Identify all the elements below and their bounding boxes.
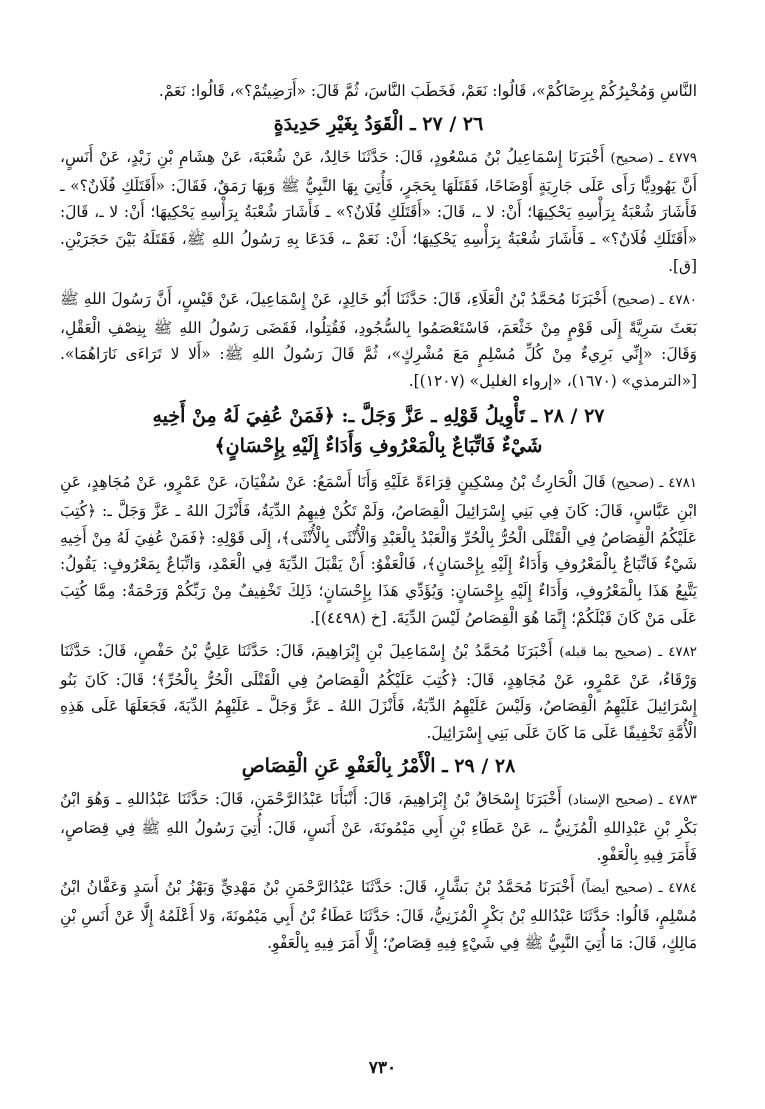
hadith-text: قَالَ الْحَارِثُ بْنُ مِسْكِينٍ قِرَاءَةً عَلَيْهِ وَأَنَا أَسْمَعُ: عَنْ سُفْيَانَ، عَنْ عَمْرٍو، عَنْ مُجَاهِدٍ، عَنِ ابْنِ عَبَّاسٍ، قَالَ: كَانَ فِي بَنِي إِسْرَائِيلَ الْقِصَاصُ، وَلَمْ تَكُنْ فِيهِمُ الدِّيَةُ، فَأَنْزَلَ اللهُ ـ عَزَّ وَجَلَّ ـ: ﴿كُتِبَ عَلَيْكُمُ الْقِصَاصُ فِي الْقَتْلَى الْحُرُّ بِالْحُرِّ وَالْعَبْدُ بِالْعَبْدِ وَالْأُنْثَى بِالْأُنْثَى﴾، إِلَى قَوْلِهِ: ﴿فَمَنْ عُفِيَ لَهُ مِنْ أَخِيهِ شَيْءٌ فَاتِّبَاعٌ بِالْمَعْرُوفِ وَأَدَاءٌ إِلَيْهِ بِإِحْسَانٍ﴾، فَالْعَفْوُ: أَنْ يَقْبَلَ الدِّيَةَ فِي الْعَمْدِ، وَاتِّبَاعٌ بِمَعْرُوفٍ: يَقُولُ: يَتَّبِعُ هَذَا بِالْمَعْرُوفِ، وَأَدَاءٌ إِلَيْهِ بِإِحْسَانٍ: وَيُؤَدِّي هَذَا بِإِحْسَانٍ؛ ذَلِكَ تَخْفِيفٌ مِنْ رَبِّكُمْ وَرَحْمَةٌ: مِمَّا كُتِبَ عَلَى مَنْ كَانَ قَبْلَكُمْ؛ إِنَّمَا هُوَ الْقِصَاصُ لَيْسَ الدِّيَةَ. [خ (٤٤٩٨)].	[60, 472, 697, 627]
hadith-text: أَخْبَرَنَا إِسْحَاقُ بْنُ إِبْرَاهِيمَ، قَالَ: أَنْبَأَنَا عَبْدُالرَّحْمَنِ، قَالَ: حَدَّثَنَا عَبْدُاللهِ ـ وَهُوَ ابْنُ بَكْرِ بْنِ عَبْدِاللهِ الْمُزَنِيُّ ـ، عَنْ عَطَاءِ بْنِ أَبِي مَيْمُونَةَ، عَنْ أَنَسٍ، قَالَ: أُتِيَ رَسُولُ اللهِ ﷺ فِي قِصَاصٍ، فَأَمَرَ فِيهِ بِالْعَفْوِ.	[60, 789, 697, 864]
hadith-label: ٤٧٧٩ ـ (صحيح)	[610, 150, 697, 166]
hadith-label: ٤٧٨٠ ـ (صحيح)	[611, 292, 697, 308]
hadith-4784	[60, 874, 697, 956]
hadith-4781	[60, 469, 697, 632]
hadith-label: ٤٧٨٢ ـ (صحيح بما قبله)	[559, 644, 697, 660]
chapter-heading-28: ٢٨ / ٢٩ ـ الْأَمْرُ بِالْعَفْوِ عَنِ الْقِصَاصِ	[241, 754, 516, 777]
chapter-heading-26: ٢٦ / ٢٧ ـ الْقَوَدُ بِغَيْرِ حَدِيدَةٍ	[273, 112, 484, 135]
hadith-4780	[60, 286, 697, 395]
hadith-4782	[60, 638, 697, 747]
continuation-line: النَّاسِ وَمُخْبِرُكُمْ بِرِضَاكُمْ»، قَالُوا: نَعَمْ، فَخَطَبَ النَّاسَ، ثُمَّ قَالَ: «أَرَضِيتُمْ؟»، قَالُوا: نَعَمْ.	[158, 82, 697, 100]
heading-line-2: شَيْءٌ فَاتِّبَاعٌ بِالْمَعْرُوفِ وَأَدَاءٌ إِلَيْهِ بِإِحْسَانٍ﴾	[214, 434, 543, 457]
hadith-label: ٤٧٨٤ ـ (صحيح أيضاً)	[580, 881, 697, 897]
hadith-text: أَخْبَرَنَا مُحَمَّدُ بْنُ إِسْمَاعِيلَ بْنِ إِبْرَاهِيمَ، قَالَ: حَدَّثَنَا عَلِيُّ بْنُ حَفْصٍ، قَالَ: حَدَّثَنَا وَرْقَاءُ، عَنْ عَمْرٍو، عَنْ مُجَاهِدٍ، قَالَ: ﴿كُتِبَ عَلَيْكُمُ الْقِصَاصُ فِي الْقَتْلَى الْحُرُّ بِالْحُرِّ﴾؛ قَالَ: كَانَ بَنُو إِسْرَائِيلَ عَلَيْهِمُ الْقِصَاصُ، وَلَيْسَ عَلَيْهِمُ الدِّيَةُ، فَأَنْزَلَ اللهُ ـ عَزَّ وَجَلَّ ـ عَلَيْهِمُ الدِّيَةَ، فَجَعَلَهَا عَلَى هَذِهِ الْأُمَّةِ تَخْفِيفًا عَلَى مَا كَانَ عَلَى بَنِي إِسْرَائِيلَ.	[60, 641, 697, 743]
hadith-4779	[60, 144, 697, 280]
hadith-text: أَخْبَرَنَا إِسْمَاعِيلُ بْنُ مَسْعُودٍ، قَالَ: حَدَّثَنَا خَالِدٌ، عَنْ شُعْبَةَ، عَنْ هِشَامِ بْنِ زَيْدٍ، عَنْ أَنَسٍ، أَنَّ يَهُودِيًّا رَأَى عَلَى جَارِيَةٍ أَوْضَاحًا، فَقَتَلَهَا بِحَجَرٍ، فَأُتِيَ بِهَا النَّبِيُّ ﷺ وَبِهَا رَمَقٌ، فَقَالَ: «أَقَتَلَكِ فُلَانٌ؟» ـ فَأَشَارَ شُعْبَةُ بِرَأْسِهِ يَحْكِيهَا؛ أَنْ: لا ـ، قَالَ: «أَقَتَلَكِ فُلَانٌ؟» ـ فَأَشَارَ شُعْبَةُ بِرَأْسِهِ يَحْكِيهَا؛ أَنْ: لا ـ، قَالَ: «أَقَتَلَكِ فُلَانٌ؟» ـ فَأَشَارَ شُعْبَةُ بِرَأْسِهِ يَحْكِيهَا؛ أَنْ: نَعَمْ ـ، فَدَعَا بِهِ رَسُولُ اللهِ ﷺ، فَقَتَلَهُ بَيْنَ حَجَرَيْنِ. [ق].	[60, 147, 697, 275]
hadith-text: أَخْبَرَنَا مُحَمَّدُ بْنُ الْعَلَاءِ، قَالَ: حَدَّثَنَا أَبُو خَالِدٍ، عَنْ إِسْمَاعِيلَ، عَنْ قَيْسٍ، أَنَّ رَسُولَ اللهِ ﷺ بَعَثَ سَرِيَّةً إِلَى قَوْمٍ مِنْ خَثْعَمَ، فَاسْتَعْصَمُوا بِالسُّجُودِ، فَقُتِلُوا، فَقَضَى رَسُولُ اللهِ ﷺ بِنِصْفِ الْعَقْلِ، وَقَالَ: «إِنِّي بَرِيءٌ مِنْ كُلِّ مُسْلِمٍ مَعَ مُشْرِكٍ»، ثُمَّ قَالَ رَسُولُ اللهِ ﷺ: «أَلا لا تَرَاءَى نَارَاهُمَا». [«الترمذي» (١٦٧٠)، «إرواء الغليل» (١٢٠٧)].	[60, 289, 697, 391]
heading-line-1: ٢٧ / ٢٨ ـ تَأْوِيلُ قَوْلِهِ ـ عَزَّ وَجَلَّ ـ: ﴿فَمَنْ عُفِيَ لَهُ مِنْ أَخِيهِ	[152, 404, 605, 427]
hadith-4783	[60, 786, 697, 868]
hadith-label: ٤٧٨٣ ـ (صحيح الإسناد)	[567, 792, 697, 808]
page-number: ٧٣٠	[368, 1058, 397, 1078]
hadith-text: أَخْبَرَنَا مُحَمَّدُ بْنُ بَشَّارٍ، قَالَ: حَدَّثَنَا عَبْدُالرَّحْمَنِ بْنُ مَهْدِيٍّ وَبَهْزُ بْنُ أَسَدٍ وَعَفَّانُ ابْنُ مُسْلِمٍ، قَالُوا: حَدَّثَنَا عَبْدُاللهِ بْنُ بَكْرٍ الْمُزَنِيُّ، قَالَ: حَدَّثَنَا عَطَاءُ بْنُ أَبِي مَيْمُونَةَ، وَلا أَعْلَمُهُ إِلَّا عَنْ أَنَسِ بْنِ مَالِكٍ، قَالَ: مَا أُتِيَ النَّبِيُّ ﷺ فِي شَيْءٍ فِيهِ قِصَاصٌ؛ إِلَّا أَمَرَ فِيهِ بِالْعَفْوِ.	[60, 878, 697, 952]
chapter-heading-27	[60, 401, 697, 461]
hadith-label: ٤٧٨١ ـ (صحيح)	[611, 475, 697, 491]
